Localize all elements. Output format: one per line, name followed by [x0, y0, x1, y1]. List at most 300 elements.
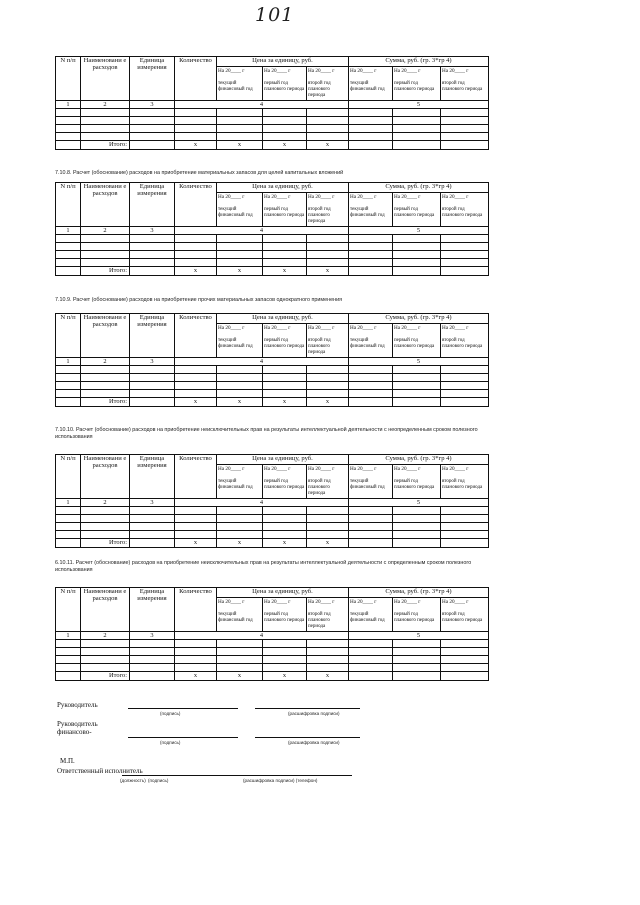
- table-cell: [56, 109, 81, 117]
- header-period-cell: [217, 465, 263, 499]
- col-number: 3: [130, 499, 175, 507]
- year-label: На 20____ г: [442, 325, 469, 331]
- table-cell: [56, 251, 81, 259]
- table-cell: [349, 390, 393, 398]
- table-cell: [441, 664, 489, 672]
- table-cell: [217, 259, 263, 267]
- header-period-cell: [441, 67, 489, 101]
- table-cell: [441, 374, 489, 382]
- year-label: На 20____ г: [218, 194, 245, 200]
- total-x: x: [217, 539, 263, 548]
- period-label: первый год планового периода: [264, 612, 305, 623]
- table-cell: [56, 539, 81, 548]
- table-cell: [393, 117, 441, 125]
- table-cell: [349, 366, 393, 374]
- table-cell: [307, 382, 349, 390]
- period-label: текущий финансовый год: [218, 81, 253, 92]
- total-x: x: [263, 267, 307, 276]
- table-cell: [263, 117, 307, 125]
- table-cell: [263, 109, 307, 117]
- total-x: x: [217, 672, 263, 681]
- col-number: 5: [349, 101, 489, 109]
- total-x: x: [175, 267, 217, 276]
- table-cell: [441, 141, 489, 150]
- year-label: На 20____ г: [394, 325, 421, 331]
- hint-decode: (расшифровка подписи): [288, 711, 340, 716]
- period-label: второй год планового периода: [308, 338, 331, 355]
- table-cell: [349, 648, 393, 656]
- caption-7-10-8: 7.10.8. Расчет (обоснование) расходов на приобретение материальных запасов для целей капитальных вложений: [55, 170, 344, 176]
- table-block-4: [55, 454, 488, 548]
- period-label: текущий финансовый год: [218, 207, 253, 218]
- period-label: первый год планового периода: [394, 479, 435, 490]
- table-cell: [217, 523, 263, 531]
- header-period-cell: [393, 465, 441, 499]
- period-label: первый год планового периода: [264, 338, 305, 349]
- expense-table: [55, 182, 489, 276]
- table-cell: [307, 125, 349, 133]
- year-label: На 20____ г: [264, 68, 291, 74]
- header-unit: Единица измерения: [130, 183, 175, 227]
- table-cell: [130, 382, 175, 390]
- table-cell: [307, 133, 349, 141]
- table-cell: [130, 235, 175, 243]
- col-number: 1: [56, 632, 81, 640]
- table-cell: [81, 243, 130, 251]
- table-cell: [130, 531, 175, 539]
- table-cell: [441, 235, 489, 243]
- header-qty: Количество: [175, 455, 217, 499]
- table-cell: [263, 515, 307, 523]
- table-cell: [217, 531, 263, 539]
- header-period-cell: [349, 193, 393, 227]
- hint-decode: (расшифровка подписи): [288, 740, 340, 745]
- table-cell: [263, 664, 307, 672]
- table-cell: [81, 507, 130, 515]
- col-number: 2: [81, 101, 130, 109]
- table-cell: [130, 133, 175, 141]
- table-cell: [217, 366, 263, 374]
- total-x: x: [263, 141, 307, 150]
- table-cell: [130, 109, 175, 117]
- table-cell: [349, 251, 393, 259]
- table-cell: [175, 109, 217, 117]
- table-cell: [441, 382, 489, 390]
- header-period-cell: [393, 598, 441, 632]
- total-x: x: [175, 398, 217, 407]
- table-cell: [307, 374, 349, 382]
- period-label: текущий финансовый год: [350, 81, 385, 92]
- table-cell: [349, 656, 393, 664]
- header-num: N п/п: [56, 183, 81, 227]
- table-cell: [81, 656, 130, 664]
- table-cell: [56, 648, 81, 656]
- caption-6-10-11: 6.10.11. Расчет (обоснование) расходов на приобретение неисключительных прав на результаты интеллектуальной деятельности с определенным сроком полезного использования: [55, 560, 472, 573]
- header-period-cell: [217, 598, 263, 632]
- col-number: 5: [349, 632, 489, 640]
- table-cell: [263, 382, 307, 390]
- period-label: первый год планового периода: [394, 81, 435, 92]
- year-label: На 20____ г: [350, 194, 377, 200]
- table-cell: [263, 656, 307, 664]
- period-label: текущий финансовый год: [350, 479, 385, 490]
- table-cell: [393, 374, 441, 382]
- table-cell: [56, 125, 81, 133]
- table-cell: [307, 531, 349, 539]
- table-cell: [56, 656, 81, 664]
- table-cell: [393, 664, 441, 672]
- header-num: N п/п: [56, 588, 81, 632]
- table-cell: [217, 374, 263, 382]
- table-cell: [393, 235, 441, 243]
- year-label: На 20____ г: [442, 194, 469, 200]
- header-period-cell: [349, 465, 393, 499]
- fin-head-label: Руководитель финансово-: [57, 720, 98, 736]
- header-period-cell: [217, 324, 263, 358]
- period-label: текущий финансовый год: [350, 612, 385, 623]
- header-sum-group: Сумма, руб. (гр. 3*гр 4): [349, 183, 489, 193]
- period-label: первый год планового периода: [264, 207, 305, 218]
- total-x: x: [175, 672, 217, 681]
- table-cell: [130, 117, 175, 125]
- table-cell: [81, 640, 130, 648]
- table-cell: [175, 390, 217, 398]
- table-cell: [130, 664, 175, 672]
- table-cell: [217, 648, 263, 656]
- caption-7-10-10: 7.10.10. Расчет (обоснование) расходов на приобретение неисключительных прав на результаты интеллектуальной деятельности с неопределенным сроком полезного использования: [55, 427, 478, 440]
- table-cell: [393, 243, 441, 251]
- table-cell: [263, 390, 307, 398]
- table-cell: [81, 382, 130, 390]
- hint-signature: (подпись): [160, 711, 181, 716]
- col-number: 1: [56, 101, 81, 109]
- header-unit: Единица измерения: [130, 588, 175, 632]
- total-x: x: [175, 539, 217, 548]
- period-label: текущий финансовый год: [350, 207, 385, 218]
- table-cell: [441, 656, 489, 664]
- year-label: На 20____ г: [350, 466, 377, 472]
- table-cell: [349, 672, 393, 681]
- table-cell: [349, 259, 393, 267]
- table-cell: [175, 259, 217, 267]
- table-cell: [217, 133, 263, 141]
- table-cell: [130, 640, 175, 648]
- table-cell: [56, 390, 81, 398]
- table-cell: [393, 640, 441, 648]
- table-cell: [441, 366, 489, 374]
- col-number: 4: [175, 499, 349, 507]
- expense-table: [55, 587, 489, 681]
- year-label: На 20____ г: [442, 466, 469, 472]
- table-cell: [263, 507, 307, 515]
- table-cell: [175, 664, 217, 672]
- col-number: 3: [130, 632, 175, 640]
- header-num: N п/п: [56, 57, 81, 101]
- table-cell: [441, 243, 489, 251]
- period-label: первый год планового периода: [264, 81, 305, 92]
- expense-table: [55, 313, 489, 407]
- table-cell: [130, 523, 175, 531]
- table-cell: [81, 117, 130, 125]
- header-price-group: Цена за единицу, руб.: [217, 314, 349, 324]
- table-cell: [263, 259, 307, 267]
- table-cell: [175, 656, 217, 664]
- table-cell: [56, 366, 81, 374]
- period-label: второй год планового периода: [442, 81, 483, 92]
- header-price-group: Цена за единицу, руб.: [217, 183, 349, 193]
- header-period-cell: [263, 67, 307, 101]
- table-cell: [393, 141, 441, 150]
- year-label: На 20____ г: [394, 194, 421, 200]
- table-cell: [217, 125, 263, 133]
- header-sum-group: Сумма, руб. (гр. 3*гр 4): [349, 57, 489, 67]
- table-cell: [393, 507, 441, 515]
- table-cell: [175, 515, 217, 523]
- header-period-cell: [393, 324, 441, 358]
- total-label: Итого:: [81, 672, 130, 681]
- table-cell: [56, 672, 81, 681]
- table-cell: [441, 398, 489, 407]
- period-label: второй год планового периода: [442, 338, 483, 349]
- total-x: x: [307, 398, 349, 407]
- col-number: 3: [130, 227, 175, 235]
- year-label: На 20____ г: [394, 599, 421, 605]
- header-period-cell: [307, 598, 349, 632]
- header-period-cell: [349, 324, 393, 358]
- header-unit: Единица измерения: [130, 57, 175, 101]
- table-cell: [349, 531, 393, 539]
- period-label: второй год планового периода: [442, 479, 483, 490]
- table-cell: [56, 141, 81, 150]
- table-block-5: [55, 587, 488, 681]
- header-period-cell: [393, 193, 441, 227]
- decode-line: [255, 737, 360, 738]
- total-x: x: [217, 141, 263, 150]
- period-label: текущий финансовый год: [218, 479, 253, 490]
- table-cell: [81, 366, 130, 374]
- table-cell: [393, 251, 441, 259]
- table-cell: [441, 390, 489, 398]
- table-cell: [263, 374, 307, 382]
- table-cell: [307, 366, 349, 374]
- total-x: x: [217, 267, 263, 276]
- table-cell: [56, 259, 81, 267]
- table-cell: [130, 366, 175, 374]
- table-cell: [349, 235, 393, 243]
- table-cell: [307, 640, 349, 648]
- table-cell: [130, 648, 175, 656]
- table-cell: [263, 235, 307, 243]
- table-cell: [349, 243, 393, 251]
- table-cell: [349, 141, 393, 150]
- table-cell: [56, 243, 81, 251]
- table-cell: [307, 259, 349, 267]
- table-cell: [349, 133, 393, 141]
- col-number: 4: [175, 101, 349, 109]
- header-price-group: Цена за единицу, руб.: [217, 588, 349, 598]
- col-number: 3: [130, 358, 175, 366]
- table-cell: [349, 539, 393, 548]
- table-cell: [81, 648, 130, 656]
- table-cell: [349, 398, 393, 407]
- table-cell: [393, 109, 441, 117]
- period-label: второй год планового периода: [442, 612, 483, 623]
- table-cell: [130, 259, 175, 267]
- header-period-cell: [217, 193, 263, 227]
- table-cell: [56, 267, 81, 276]
- year-label: На 20____ г: [264, 466, 291, 472]
- table-cell: [441, 531, 489, 539]
- table-cell: [393, 515, 441, 523]
- table-cell: [56, 133, 81, 141]
- table-cell: [81, 109, 130, 117]
- total-x: x: [263, 539, 307, 548]
- year-label: На 20____ г: [394, 466, 421, 472]
- table-cell: [263, 531, 307, 539]
- table-cell: [307, 117, 349, 125]
- total-x: x: [217, 398, 263, 407]
- table-cell: [307, 648, 349, 656]
- col-number: 5: [349, 227, 489, 235]
- period-label: второй год планового периода: [442, 207, 483, 218]
- year-label: На 20____ г: [308, 466, 335, 472]
- header-period-cell: [349, 598, 393, 632]
- year-label: На 20____ г: [442, 68, 469, 74]
- decode-line: [255, 708, 360, 709]
- year-label: На 20____ г: [264, 325, 291, 331]
- col-number: 3: [130, 101, 175, 109]
- period-label: текущий финансовый год: [218, 612, 253, 623]
- table-cell: [130, 374, 175, 382]
- table-cell: [349, 664, 393, 672]
- total-x: x: [307, 672, 349, 681]
- year-label: На 20____ г: [218, 599, 245, 605]
- total-x: x: [263, 398, 307, 407]
- executor-line: [122, 775, 352, 776]
- year-label: На 20____ г: [218, 325, 245, 331]
- table-cell: [81, 531, 130, 539]
- hint-decode-phone: (расшифровка подписи) (телефон): [243, 778, 318, 783]
- table-cell: [349, 507, 393, 515]
- table-cell: [175, 235, 217, 243]
- table-cell: [263, 640, 307, 648]
- header-period-cell: [393, 67, 441, 101]
- table-cell: [130, 390, 175, 398]
- table-cell: [217, 117, 263, 125]
- table-cell: [81, 251, 130, 259]
- year-label: На 20____ г: [350, 325, 377, 331]
- period-label: первый год планового периода: [394, 338, 435, 349]
- header-sum-group: Сумма, руб. (гр. 3*гр 4): [349, 455, 489, 465]
- hint-signature: (подпись): [148, 778, 169, 783]
- table-cell: [217, 656, 263, 664]
- year-label: На 20____ г: [264, 599, 291, 605]
- table-cell: [307, 515, 349, 523]
- table-cell: [393, 382, 441, 390]
- page-number: 101: [255, 4, 295, 26]
- expense-table: [55, 454, 489, 548]
- header-sum-group: Сумма, руб. (гр. 3*гр 4): [349, 314, 489, 324]
- header-name: Наименовани е расходов: [81, 57, 130, 101]
- table-cell: [441, 117, 489, 125]
- total-x: x: [307, 539, 349, 548]
- table-cell: [175, 382, 217, 390]
- period-label: второй год планового периода: [308, 612, 331, 629]
- table-cell: [393, 531, 441, 539]
- year-label: На 20____ г: [350, 599, 377, 605]
- table-cell: [263, 125, 307, 133]
- table-cell: [349, 117, 393, 125]
- table-cell: [393, 390, 441, 398]
- table-cell: [175, 133, 217, 141]
- table-cell: [441, 539, 489, 548]
- table-cell: [130, 141, 175, 150]
- table-cell: [175, 648, 217, 656]
- table-cell: [81, 664, 130, 672]
- table-cell: [349, 382, 393, 390]
- table-block-3: [55, 313, 488, 407]
- header-period-cell: [307, 465, 349, 499]
- signature-line: [128, 708, 238, 709]
- header-qty: Количество: [175, 57, 217, 101]
- table-cell: [441, 523, 489, 531]
- table-cell: [56, 117, 81, 125]
- table-cell: [56, 507, 81, 515]
- table-cell: [441, 109, 489, 117]
- table-cell: [393, 259, 441, 267]
- table-cell: [217, 515, 263, 523]
- period-label: второй год планового периода: [308, 81, 331, 98]
- year-label: На 20____ г: [350, 68, 377, 74]
- stamp-label: М.П.: [60, 757, 75, 765]
- table-cell: [56, 640, 81, 648]
- table-cell: [217, 507, 263, 515]
- period-label: первый год планового периода: [394, 612, 435, 623]
- table-cell: [81, 133, 130, 141]
- table-cell: [217, 235, 263, 243]
- header-unit: Единица измерения: [130, 314, 175, 358]
- year-label: На 20____ г: [308, 599, 335, 605]
- header-name: Наименовани е расходов: [81, 455, 130, 499]
- table-cell: [441, 515, 489, 523]
- year-label: На 20____ г: [394, 68, 421, 74]
- table-cell: [81, 125, 130, 133]
- table-cell: [393, 672, 441, 681]
- col-number: 5: [349, 358, 489, 366]
- table-cell: [217, 382, 263, 390]
- period-label: второй год планового периода: [308, 207, 331, 224]
- table-cell: [441, 259, 489, 267]
- table-cell: [307, 390, 349, 398]
- table-cell: [56, 382, 81, 390]
- table-cell: [263, 366, 307, 374]
- table-cell: [393, 648, 441, 656]
- header-period-cell: [307, 67, 349, 101]
- header-price-group: Цена за единицу, руб.: [217, 455, 349, 465]
- table-cell: [175, 507, 217, 515]
- table-cell: [441, 648, 489, 656]
- header-period-cell: [263, 465, 307, 499]
- table-cell: [175, 243, 217, 251]
- col-number: 2: [81, 358, 130, 366]
- header-num: N п/п: [56, 455, 81, 499]
- header-period-cell: [307, 193, 349, 227]
- total-label: Итого:: [81, 398, 130, 407]
- period-label: текущий финансовый год: [350, 338, 385, 349]
- table-cell: [441, 507, 489, 515]
- table-cell: [307, 235, 349, 243]
- table-cell: [175, 523, 217, 531]
